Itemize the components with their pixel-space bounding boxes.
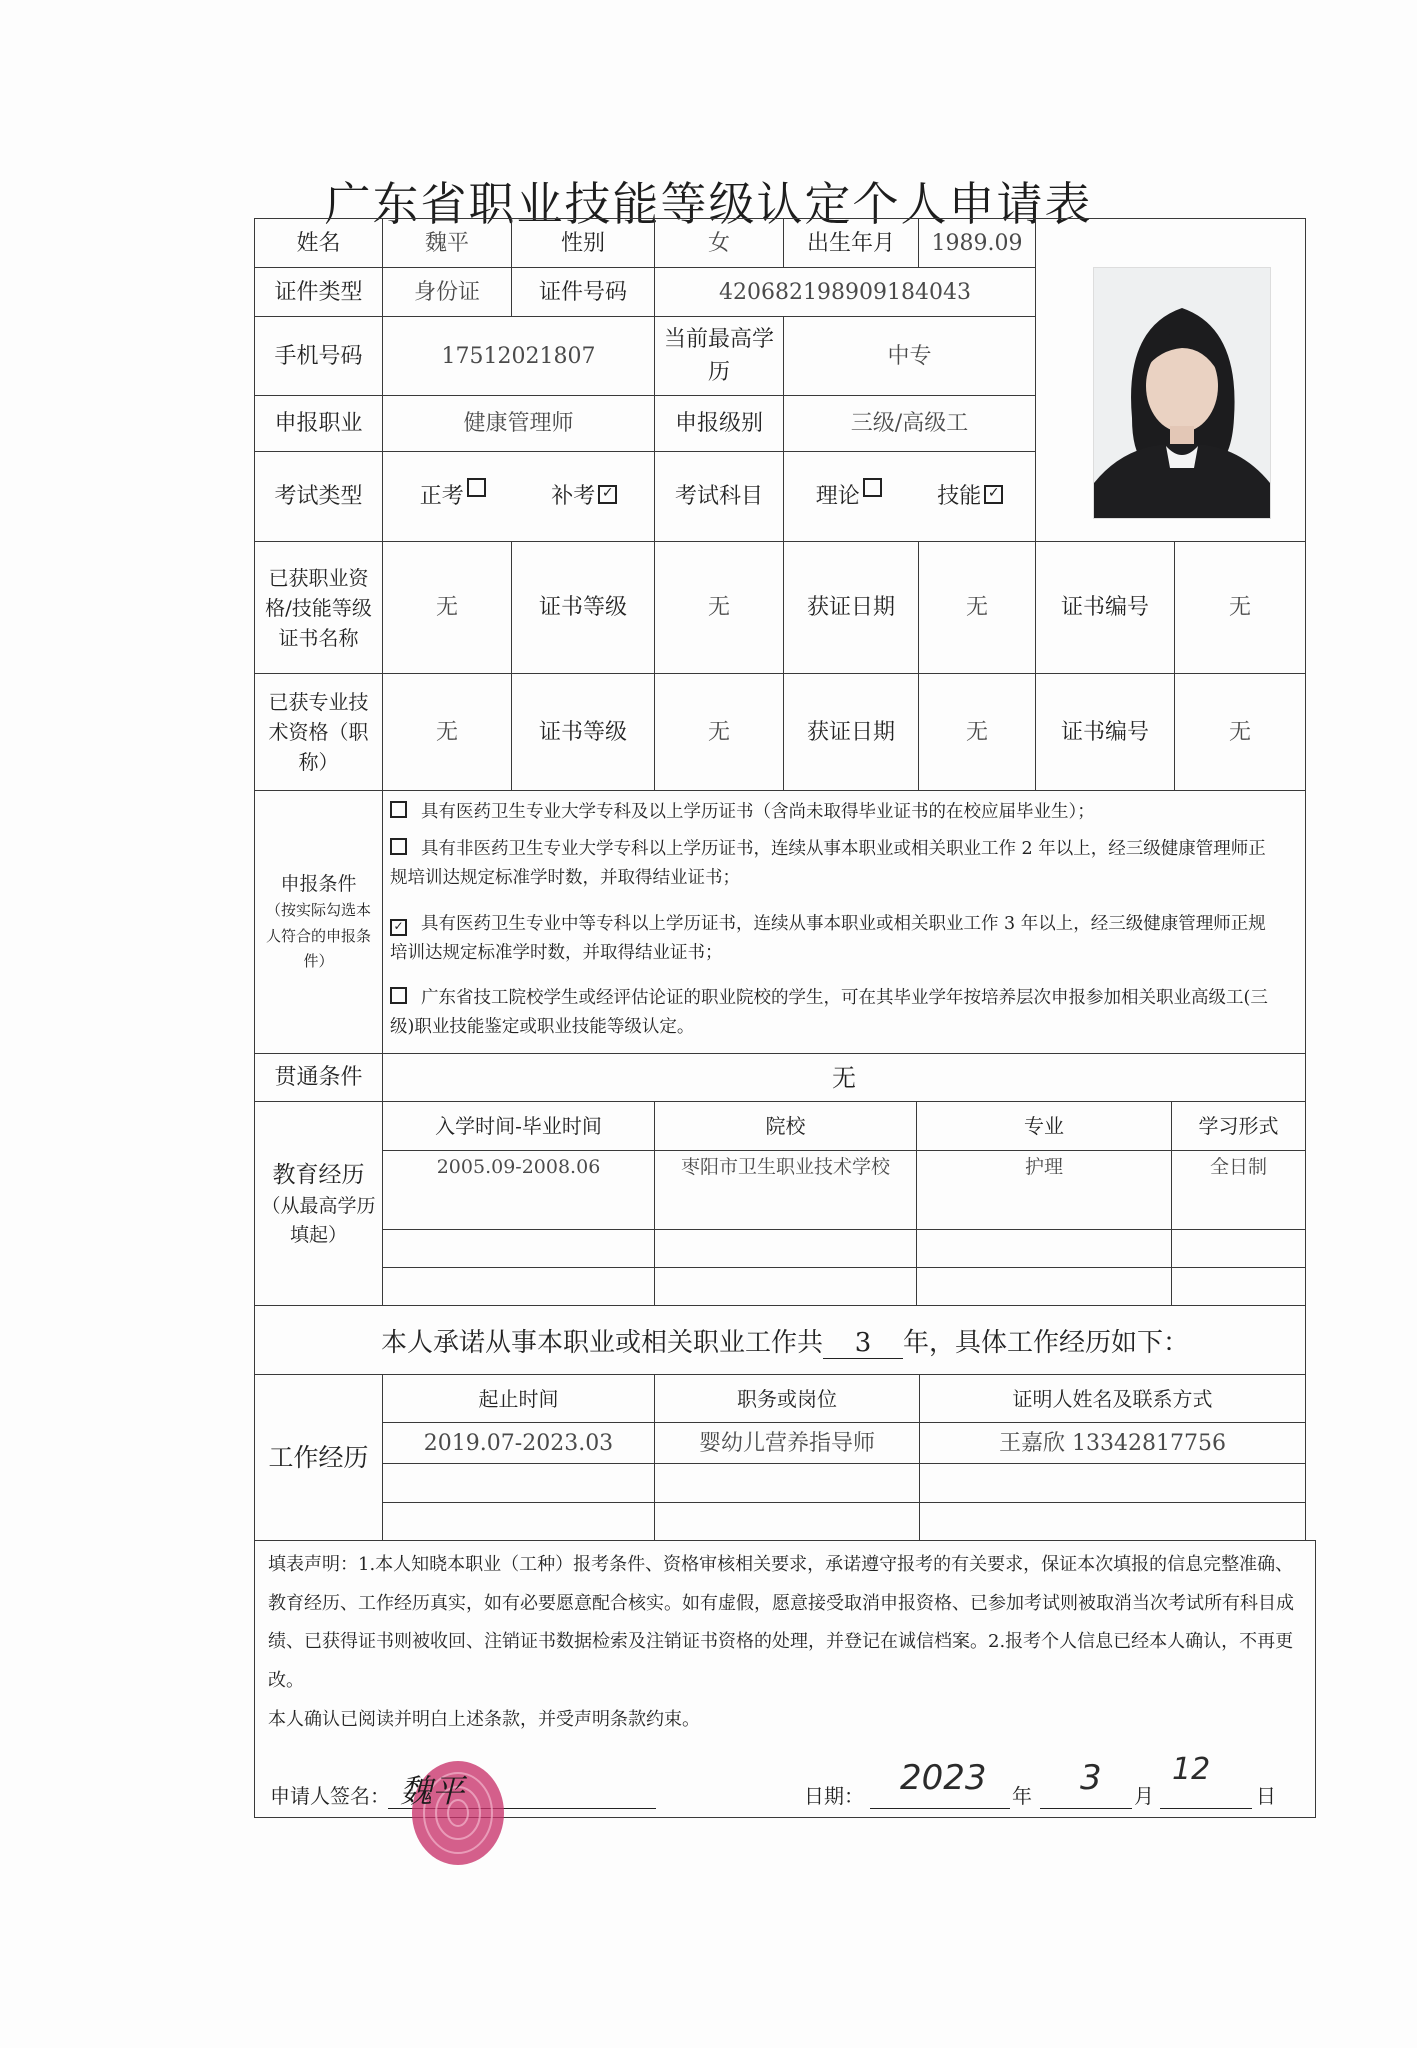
skill-option-label: 技能 — [937, 484, 982, 509]
condition-4-checkbox[interactable] — [390, 987, 407, 1004]
work-row-2-reference — [919, 1463, 1306, 1503]
edu-header-mode: 学习形式 — [1171, 1101, 1306, 1151]
id-number-label: 证件号码 — [511, 267, 655, 317]
condition-2-checkbox[interactable] — [390, 838, 407, 855]
condition-item-4[interactable] — [390, 984, 1280, 1042]
regular-option-label: 正考 — [419, 484, 464, 509]
id-type-value: 身份证 — [382, 267, 512, 317]
phone-value: 17512021807 — [382, 316, 655, 396]
cert-row-1-date-label: 获证日期 — [783, 541, 919, 674]
edu-row-1-major: 护理 — [916, 1150, 1172, 1230]
gender-label: 性别 — [511, 218, 655, 268]
day-line — [1160, 1808, 1252, 1809]
edu-row-2-school — [654, 1229, 917, 1268]
through-label: 贯通条件 — [254, 1053, 383, 1102]
condition-item-1[interactable] — [390, 798, 1280, 827]
work-row-1-reference: 王嘉欣 13342817756 — [919, 1422, 1306, 1464]
conditions-sublabel: （按实际勾选本人符合的申报条件） — [265, 901, 371, 970]
signature-label: 申请人签名： — [270, 1784, 390, 1808]
edu-row-2-major — [916, 1229, 1172, 1268]
id-number-value: 420682198909184043 — [654, 267, 1036, 317]
job-label: 申报职业 — [254, 395, 383, 452]
month-line — [1040, 1808, 1132, 1809]
edu-header-school: 院校 — [654, 1101, 917, 1151]
work-row-2-period — [382, 1463, 655, 1503]
cert-row-2-date: 无 — [918, 673, 1036, 791]
work-header-period: 起止时间 — [382, 1374, 655, 1423]
cert-row-2-label: 已获专业技术资格（职称） — [254, 673, 383, 791]
work-row-3-period — [382, 1502, 655, 1541]
declaration-text-block — [268, 1546, 1304, 1739]
conditions-label: 申报条件 — [280, 872, 357, 895]
promise-line — [254, 1322, 1316, 1359]
date-year: 2023 — [900, 1758, 987, 1798]
exam-type-label: 考试类型 — [254, 451, 383, 542]
promise-years: 3 — [823, 1328, 903, 1359]
declaration-confirm: 本人确认已阅读并明白上述条款，并受声明条款约束。 — [268, 1708, 700, 1730]
work-label: 工作经历 — [254, 1374, 383, 1541]
name-label: 姓名 — [254, 218, 383, 268]
work-header-reference: 证明人姓名及联系方式 — [919, 1374, 1306, 1423]
work-header-position: 职务或岗位 — [654, 1374, 920, 1423]
cert-row-2-date-label: 获证日期 — [783, 673, 919, 791]
month-unit: 月 — [1134, 1784, 1154, 1808]
exam-type-makeup[interactable] — [551, 480, 617, 513]
level-value: 三级/高级工 — [783, 395, 1036, 452]
name-value: 魏平 — [382, 218, 512, 268]
edu-row-1-mode: 全日制 — [1171, 1150, 1306, 1230]
cert-row-1-grade: 无 — [654, 541, 784, 674]
promise-before: 本人承诺从事本职业或相关职业工作共 — [380, 1328, 823, 1358]
cert-row-1-number: 无 — [1174, 541, 1306, 674]
year-unit: 年 — [1012, 1784, 1032, 1808]
day-unit: 日 — [1256, 1784, 1276, 1808]
condition-3-text: 具有医药卫生专业中等专科以上学历证书，连续从事本职业或相关职业工作 3 年以上，经三级健康管理师正规培训达规定标准学时数，并取得结业证书； — [390, 914, 1266, 963]
through-value: 无 — [382, 1053, 1306, 1102]
photo-cell — [1035, 218, 1306, 542]
year-line — [870, 1808, 1010, 1809]
condition-3-checkbox[interactable]: ✓ — [390, 919, 407, 936]
cert-row-1-number-label: 证书编号 — [1035, 541, 1175, 674]
work-row-1-period: 2019.07-2023.03 — [382, 1422, 655, 1464]
work-row-2-position — [654, 1463, 920, 1503]
cert-row-2-number: 无 — [1174, 673, 1306, 791]
job-value: 健康管理师 — [382, 395, 655, 452]
makeup-checkbox[interactable]: ✓ — [598, 485, 617, 504]
regular-checkbox[interactable] — [467, 478, 486, 497]
exam-subject-label: 考试科目 — [654, 451, 784, 542]
conditions-label-cell — [254, 790, 383, 1054]
cert-row-1-label: 已获职业资格/技能等级证书名称 — [254, 541, 383, 674]
date-month: 3 — [1080, 1758, 1102, 1798]
education-label: 教育经历 — [272, 1161, 365, 1188]
work-row-1-position: 婴幼儿营养指导师 — [654, 1422, 920, 1464]
theory-option-label: 理论 — [815, 484, 860, 509]
edu-row-2-mode — [1171, 1229, 1306, 1268]
subject-theory[interactable] — [816, 480, 882, 513]
promise-after: 年，具体工作经历如下： — [903, 1328, 1190, 1358]
level-label: 申报级别 — [654, 395, 784, 452]
gender-value: 女 — [654, 218, 784, 268]
education-level-value: 中专 — [783, 316, 1036, 396]
exam-subject-options — [783, 451, 1036, 542]
declaration-text: 填表声明：1.本人知晓本职业（工种）报考条件、资格审核相关要求，承诺遵守报考的有关要求，保证本次填报的信息完整准确、教育经历、工作经历真实，如有必要愿意配合核实。如有虚假，愿意接受取消申报资格、已参加考试则被取消当次考试所有科目成绩、已获得证书则被收回、注销证书数据检索及注销证书资格的处理，并登记在诚信档案。2.报考个人信息已经本人确认，不再更改。 — [268, 1554, 1294, 1692]
education-level-label: 当前最高学历 — [654, 316, 784, 396]
condition-1-checkbox[interactable] — [390, 801, 407, 818]
condition-item-2[interactable] — [390, 835, 1280, 893]
edu-row-1-period: 2005.09-2008.06 — [382, 1150, 655, 1230]
condition-item-3[interactable] — [390, 910, 1280, 968]
signature-name: 魏平 — [400, 1772, 465, 1810]
theory-checkbox[interactable] — [863, 478, 882, 497]
edu-row-3-school — [654, 1267, 917, 1306]
edu-row-1-school: 枣阳市卫生职业技术学校 — [654, 1150, 917, 1230]
form-title: 广东省职业技能等级认定个人申请表 — [324, 177, 1093, 231]
birth-value: 1989.09 — [918, 218, 1036, 268]
date-label: 日期： — [804, 1784, 864, 1808]
exam-type-regular[interactable] — [420, 480, 486, 513]
cert-row-1-date: 无 — [918, 541, 1036, 674]
work-row-3-position — [654, 1502, 920, 1541]
cert-row-2-grade: 无 — [654, 673, 784, 791]
edu-row-3-mode — [1171, 1267, 1306, 1306]
work-row-3-reference — [919, 1502, 1306, 1541]
id-type-label: 证件类型 — [254, 267, 383, 317]
subject-skill[interactable] — [937, 480, 1003, 513]
edu-header-major: 专业 — [916, 1101, 1172, 1151]
education-sublabel: （从最高学历填起） — [261, 1195, 376, 1246]
birth-label: 出生年月 — [783, 218, 919, 268]
cert-row-1-grade-label: 证书等级 — [511, 541, 655, 674]
condition-1-text: 具有医药卫生专业大学专科及以上学历证书（含尚未取得毕业证书的在校应届毕业生）； — [421, 802, 1095, 822]
phone-label: 手机号码 — [254, 316, 383, 396]
cert-row-2-name: 无 — [382, 673, 512, 791]
date-day: 12 — [1172, 1752, 1211, 1787]
edu-header-period: 入学时间-毕业时间 — [382, 1101, 655, 1151]
cert-row-2-grade-label: 证书等级 — [511, 673, 655, 791]
makeup-option-label: 补考 — [551, 484, 596, 509]
cert-row-2-number-label: 证书编号 — [1035, 673, 1175, 791]
education-label-cell — [254, 1101, 383, 1306]
exam-type-options — [382, 451, 655, 542]
cert-row-1-name: 无 — [382, 541, 512, 674]
condition-2-text: 具有非医药卫生专业大学专科以上学历证书，连续从事本职业或相关职业工作 2 年以上，经三级健康管理师正规培训达规定标准学时数，并取得结业证书； — [390, 839, 1266, 888]
condition-4-text: 广东省技工院校学生或经评估论证的职业院校的学生，可在其毕业学年按培养层次申报参加相关职业高级工(三级)职业技能鉴定或职业技能等级认定。 — [390, 988, 1268, 1037]
edu-row-2-period — [382, 1229, 655, 1268]
edu-row-3-period — [382, 1267, 655, 1306]
edu-row-3-major — [916, 1267, 1172, 1306]
skill-checkbox[interactable]: ✓ — [984, 485, 1003, 504]
